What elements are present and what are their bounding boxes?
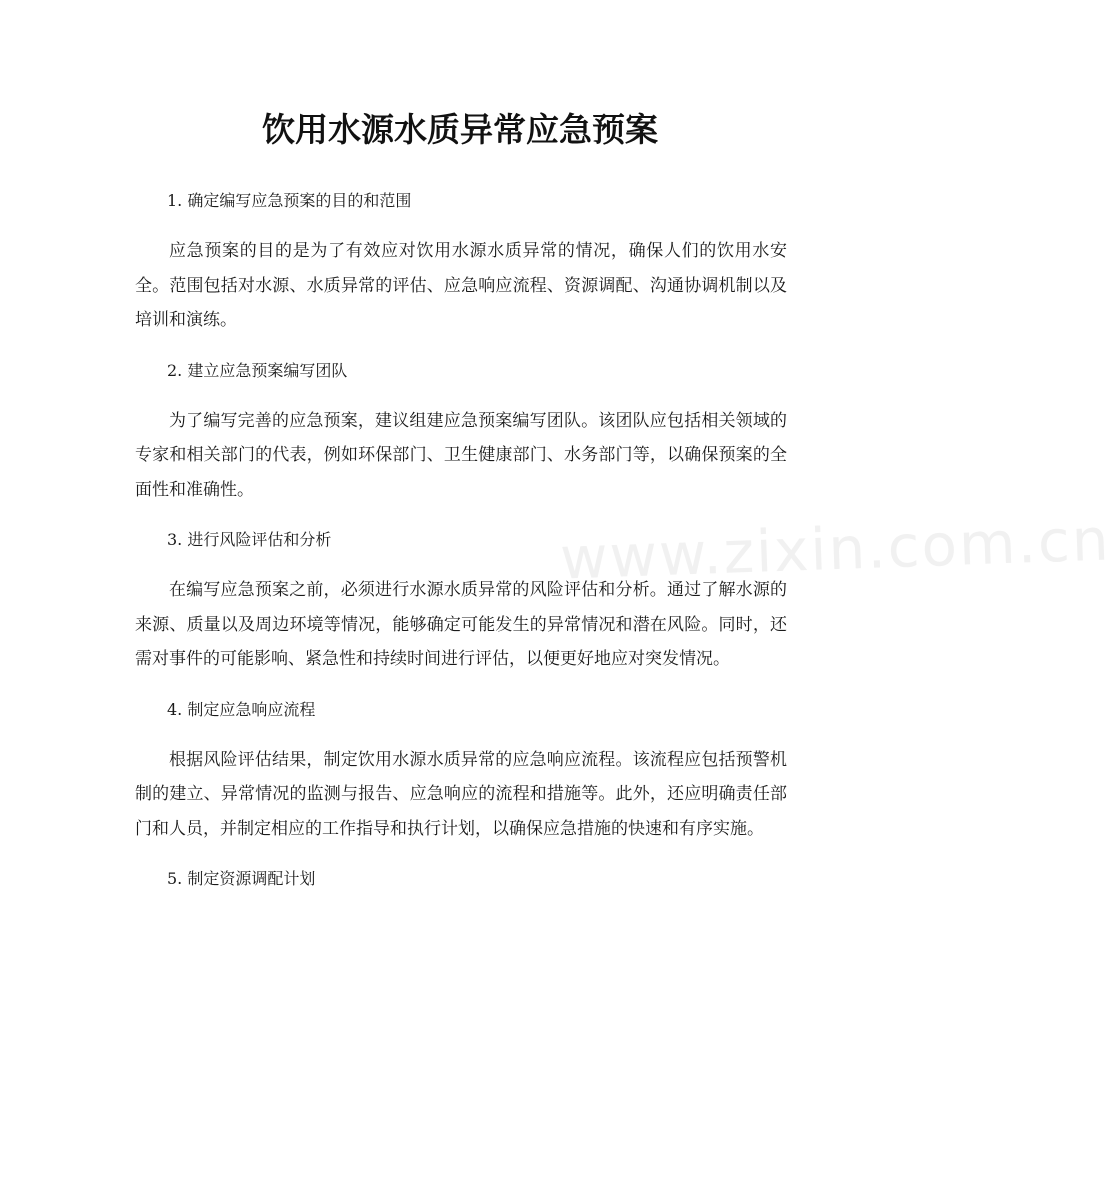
section-heading: 1. 确定编写应急预案的目的和范围: [167, 191, 412, 210]
section-5: [135, 862, 787, 896]
section-heading: 3. 进行风险评估和分析: [167, 530, 332, 549]
section-3: [135, 523, 787, 677]
section-4: [135, 693, 787, 847]
section-2: [135, 354, 787, 508]
section-paragraph: 应急预案的目的是为了有效应对饮用水源水质异常的情况，确保人们的饮用水安全。范围包括对水源、水质异常的评估、应急响应流程、资源调配、沟通协调机制以及培训和演练。: [135, 241, 787, 330]
section-heading: 5. 制定资源调配计划: [167, 869, 316, 888]
document-title: 饮用水源水质异常应急预案: [262, 110, 658, 149]
watermark: www.zixin.com.cn: [558, 505, 1112, 593]
section-paragraph: 为了编写完善的应急预案，建议组建应急预案编写团队。该团队应包括相关领域的专家和相关部门的代表，例如环保部门、卫生健康部门、水务部门等，以确保预案的全面性和准确性。: [135, 410, 787, 500]
section-paragraph: 根据风险评估结果，制定饮用水源水质异常的应急响应流程。该流程应包括预警机制的建立、异常情况的监测与报告、应急响应的流程和措施等。此外，还应明确责任部门和人员，并制定相应的工作指导和执行计划，以确保应急措施的快速和有序实施。: [135, 749, 787, 839]
document-body: [135, 184, 787, 912]
section-heading: 4. 制定应急响应流程: [167, 699, 316, 719]
section-paragraph: 在编写应急预案之前，必须进行水源水质异常的风险评估和分析。通过了解水源的来源、质量以及周边环境等情况，能够确定可能发生的异常情况和潜在风险。同时，还需对事件的可能影响、紧急性和持续时间进行评估，以便更好地应对突发情况。: [135, 580, 787, 669]
section-heading: 2. 建立应急预案编写团队: [167, 360, 348, 380]
section-1: [135, 184, 787, 338]
